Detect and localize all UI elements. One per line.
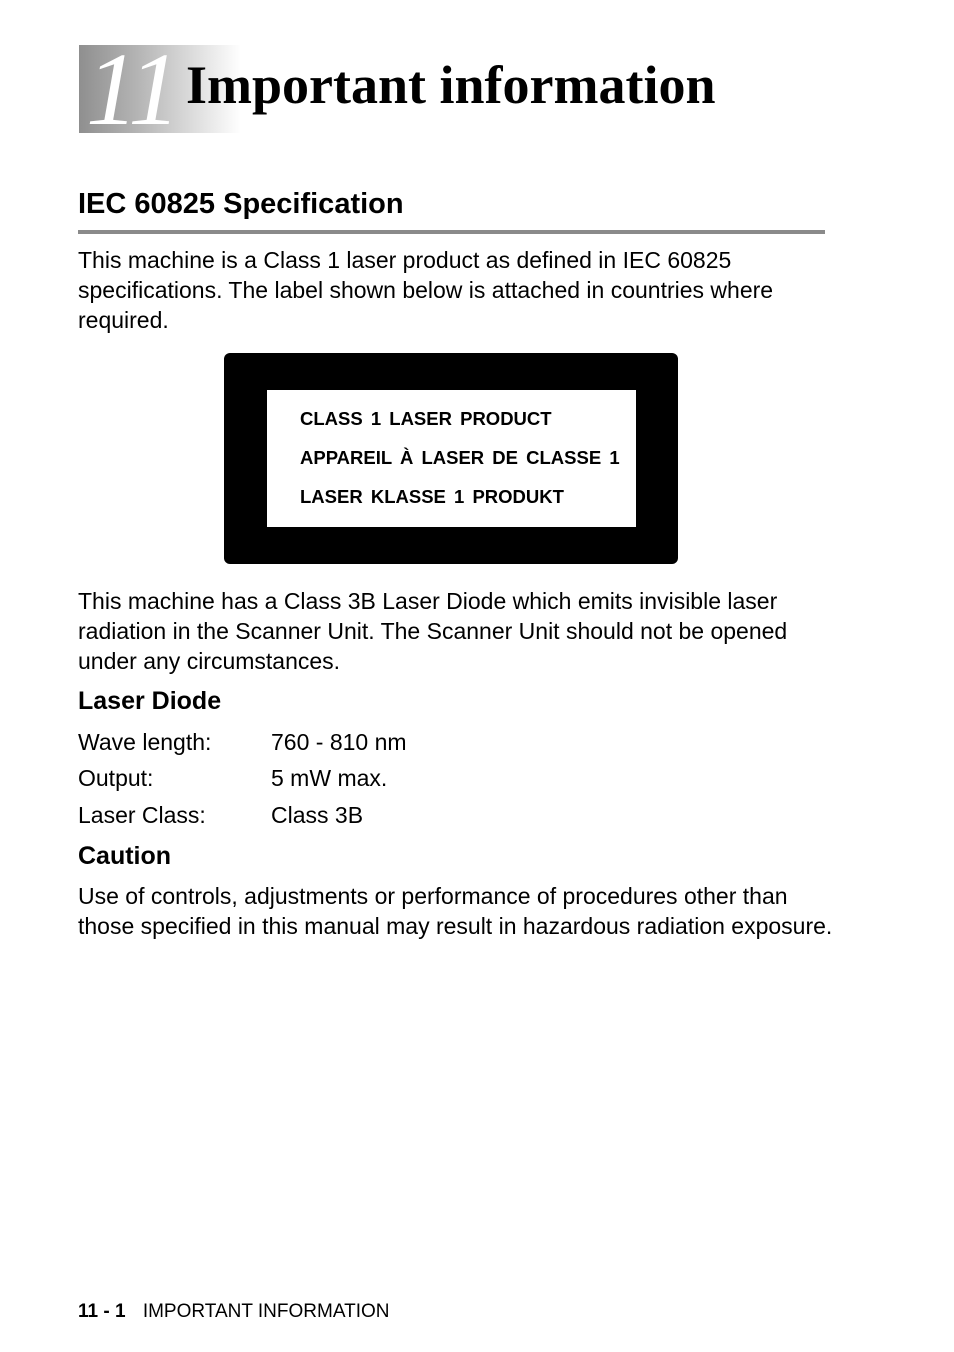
chapter-title: Important information: [186, 55, 716, 115]
label-line-english: CLASS 1 LASER PRODUCT: [300, 408, 552, 429]
spec-value: Class 3B: [271, 802, 364, 828]
diode-note-paragraph: This machine has a Class 3B Laser Diode which emits invisible laser radiation in the Scanner Unit. The Scanner Unit should not be opened under any circumstances.: [78, 588, 788, 674]
spec-value: 760 - 810 nm: [271, 729, 407, 755]
spec-key: Output:: [78, 765, 154, 791]
intro-paragraph: This machine is a Class 1 laser product as defined in IEC 60825 specifications. The label shown below is attached in countries where required.: [78, 247, 774, 333]
spec-key: Wave length:: [78, 729, 212, 755]
running-title: IMPORTANT INFORMATION: [142, 1301, 390, 1322]
section-divider: [78, 230, 825, 234]
spec-value: 5 mW max.: [271, 765, 388, 791]
caution-heading: Caution: [78, 842, 172, 870]
spec-key: Laser Class:: [78, 802, 206, 828]
page-footer: [78, 1300, 389, 1324]
section-title: IEC 60825 Specification: [78, 188, 404, 220]
laser-diode-heading: Laser Diode: [78, 687, 222, 715]
label-line-german: LASER KLASSE 1 PRODUKT: [300, 486, 564, 507]
laser-label-panel: [267, 390, 636, 527]
label-line-french: APPAREIL À LASER DE CLASSE 1: [300, 447, 620, 468]
page-number: 11 - 1: [78, 1301, 126, 1322]
chapter-number: 11: [86, 32, 179, 147]
caution-paragraph: Use of controls, adjustments or performance of procedures other than those specified in this manual may result in hazardous radiation exposure.: [78, 883, 833, 939]
laser-warning-label: [224, 353, 678, 564]
